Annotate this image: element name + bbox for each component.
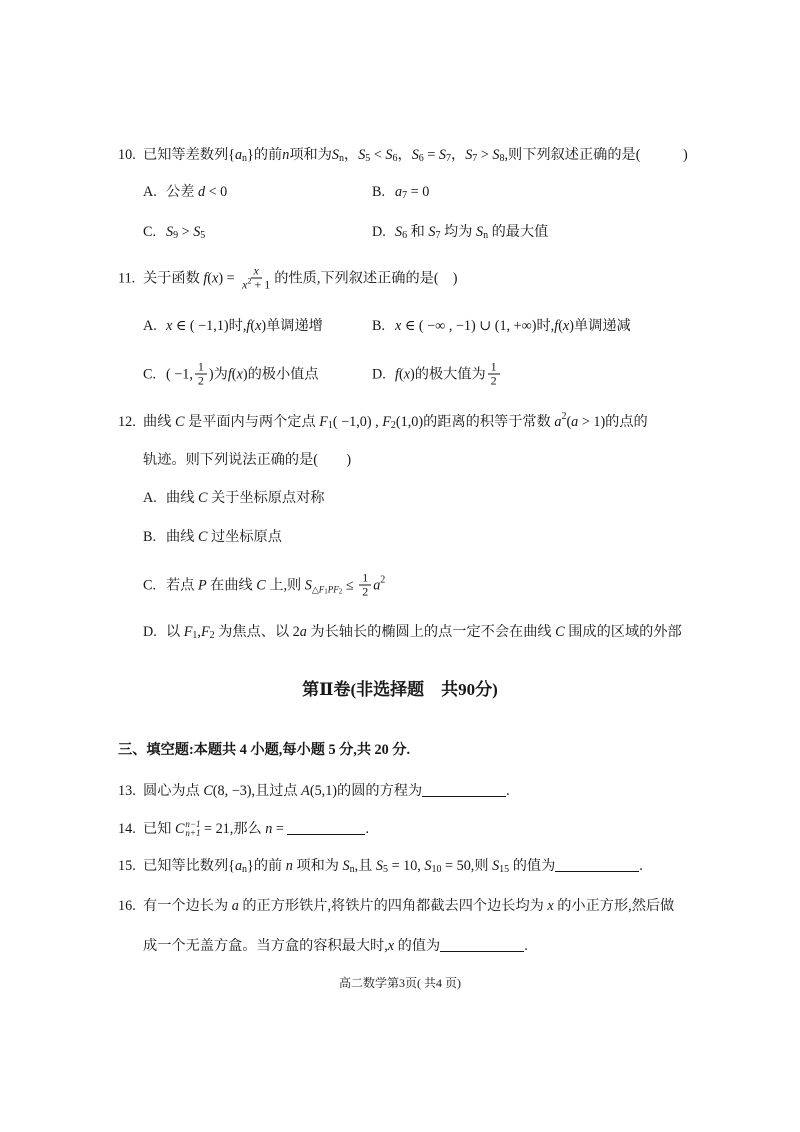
text-run: 上,则 bbox=[265, 577, 305, 593]
question-number: 14. bbox=[118, 821, 136, 837]
subscript: n bbox=[338, 153, 344, 164]
fraction bbox=[240, 265, 272, 292]
text-run: }的前 bbox=[247, 858, 286, 874]
question-number: 12. bbox=[118, 414, 136, 430]
section-heading-text: 三、填空题:本题共 4 小题,每小题 5 分,共 20 分. bbox=[118, 742, 411, 758]
text-run: 项和为 bbox=[292, 858, 343, 874]
text-run: < 0 bbox=[205, 184, 228, 200]
math-variable: F bbox=[183, 624, 193, 640]
option-label: C. bbox=[143, 366, 157, 382]
math-variable: C bbox=[256, 577, 266, 593]
text-run: 关于坐标原点对称 bbox=[207, 490, 325, 506]
math-variable: f bbox=[227, 366, 232, 382]
question-11-option-c bbox=[143, 361, 319, 388]
math-variable: f bbox=[395, 366, 399, 382]
math-variable: S bbox=[166, 224, 174, 240]
text-run: = bbox=[272, 821, 288, 837]
text-run: . bbox=[506, 783, 510, 799]
answer-blank bbox=[440, 936, 524, 952]
question-15 bbox=[118, 856, 643, 876]
math-variable: S bbox=[342, 858, 350, 874]
text-run: > bbox=[178, 224, 194, 240]
question-11-option-d bbox=[372, 361, 502, 388]
page-footer-text: 高二数学第3页( 共4 页) bbox=[339, 976, 461, 990]
section-heading bbox=[118, 740, 410, 760]
math-variable: S bbox=[411, 147, 419, 163]
question-number: 15. bbox=[118, 858, 136, 874]
option-label: B. bbox=[372, 318, 386, 334]
subscript: n bbox=[483, 230, 489, 241]
subscript: 5 bbox=[365, 153, 371, 164]
math-variable: x bbox=[395, 318, 402, 334]
question-13 bbox=[118, 781, 510, 801]
text-run: ( −1, bbox=[166, 366, 193, 382]
text-run: ， bbox=[450, 147, 466, 163]
fraction-denominator bbox=[240, 276, 272, 292]
text-run: 项和为 bbox=[289, 147, 332, 163]
math-variable: a bbox=[234, 147, 243, 163]
text-run: 在曲线 bbox=[206, 577, 257, 593]
math-variable: F bbox=[382, 414, 391, 430]
text-run: 2 bbox=[362, 584, 369, 599]
text-run: 为焦点、以 2 bbox=[214, 624, 300, 640]
question-11-option-a bbox=[143, 316, 323, 336]
question-12-option-b bbox=[143, 527, 282, 547]
text-run: 围成的区域的外部 bbox=[564, 624, 682, 640]
question-11-option-b bbox=[372, 316, 631, 336]
text-run: 以 bbox=[166, 624, 184, 640]
text-run: (8, −3),且过点 bbox=[212, 783, 302, 799]
fraction-denominator bbox=[196, 375, 206, 388]
text-run: ( bbox=[207, 270, 212, 286]
text-run: > bbox=[477, 147, 493, 163]
text-run: )单调递增 bbox=[261, 318, 323, 334]
text-run: 1 bbox=[362, 570, 369, 585]
text-run: 的值为 bbox=[509, 858, 556, 874]
math-variable: S bbox=[438, 147, 446, 163]
subscript: 2 bbox=[338, 587, 343, 595]
combination-symbol: C bbox=[174, 821, 185, 837]
subscript: 7 bbox=[472, 153, 478, 164]
math-variable: a bbox=[571, 414, 579, 430]
math-variable: F bbox=[318, 584, 325, 594]
text-run: (1,0)的距离的积等于常数 bbox=[395, 414, 555, 430]
subscript: 6 bbox=[418, 153, 424, 164]
text-run: ， bbox=[343, 147, 359, 163]
option-label: A. bbox=[143, 490, 157, 506]
section-title bbox=[0, 680, 800, 700]
text-run: 和 bbox=[407, 224, 429, 240]
text-run: ( bbox=[558, 318, 563, 334]
section-title-text: 第Ⅱ卷(非选择题 共90分) bbox=[302, 680, 498, 699]
fraction-numerator bbox=[195, 361, 207, 375]
subscript: 10 bbox=[431, 864, 442, 875]
text-run: ≤ bbox=[342, 577, 358, 593]
question-16-line1 bbox=[118, 896, 674, 916]
combination-indices bbox=[185, 820, 200, 838]
text-run: + 1 bbox=[251, 277, 271, 292]
text-run: )的极小值点 bbox=[242, 366, 319, 382]
option-label: D. bbox=[372, 224, 386, 240]
text-run: ,且 bbox=[354, 858, 376, 874]
text-run: 的性质,下列叙述正确的是( ) bbox=[274, 270, 458, 286]
text-run: ( bbox=[566, 414, 572, 430]
option-label: A. bbox=[143, 318, 157, 334]
math-variable: f bbox=[246, 318, 251, 334]
subscript: 5 bbox=[200, 230, 206, 241]
subscript: n bbox=[242, 153, 248, 164]
subscript: 7 bbox=[435, 230, 441, 241]
text-run: = 10, bbox=[388, 858, 425, 874]
math-variable: x bbox=[403, 366, 410, 382]
math-variable: C bbox=[203, 783, 213, 799]
math-variable: x bbox=[242, 277, 248, 292]
page-footer bbox=[0, 973, 800, 993]
text-run: = 21,那么 bbox=[200, 821, 266, 837]
math-variable: F bbox=[200, 624, 210, 640]
subscript: 2 bbox=[390, 420, 396, 431]
fraction bbox=[195, 361, 207, 388]
math-variable: C bbox=[174, 414, 185, 430]
math-variable: f bbox=[203, 270, 208, 286]
math-variable: C bbox=[197, 529, 208, 545]
text-run: ) = bbox=[218, 270, 239, 286]
text-run: 的小正方形,然后做 bbox=[553, 898, 675, 914]
question-12-option-d bbox=[143, 622, 682, 642]
fraction-numerator bbox=[251, 265, 262, 279]
subscript: n+1 bbox=[185, 828, 201, 838]
subscript: 6 bbox=[392, 153, 398, 164]
math-variable: S bbox=[395, 224, 403, 240]
text-run: 曲线 bbox=[166, 529, 198, 545]
text-run: = bbox=[423, 147, 439, 163]
fraction-numerator bbox=[359, 572, 371, 586]
text-run: 的最大值 bbox=[488, 224, 549, 240]
option-label: C. bbox=[143, 224, 157, 240]
subscript: 5 bbox=[383, 864, 389, 875]
text-run: 已知等比数列{ bbox=[143, 858, 235, 874]
text-run: (5,1)的圆的方程为 bbox=[309, 783, 423, 799]
math-variable: a bbox=[395, 184, 403, 200]
text-run: 2 bbox=[490, 373, 497, 388]
text-run: 圆心为点 bbox=[143, 783, 204, 799]
text-run: 公差 bbox=[166, 184, 198, 200]
math-variable: a bbox=[299, 624, 307, 640]
text-run: ,则下列叙述正确的是( ) bbox=[504, 147, 688, 163]
option-label: C. bbox=[143, 577, 157, 593]
math-variable: S bbox=[492, 858, 500, 874]
question-10-stem bbox=[118, 145, 688, 165]
text-run: 曲线 bbox=[143, 414, 175, 430]
question-10-option-a bbox=[143, 182, 227, 202]
subscript: 1 bbox=[324, 587, 328, 595]
text-run: 有一个边长为 bbox=[143, 898, 232, 914]
math-variable: F bbox=[333, 584, 339, 594]
math-variable: n bbox=[282, 147, 290, 163]
subscript: 1 bbox=[327, 420, 333, 431]
text-run: > 1)的点的 bbox=[578, 414, 648, 430]
text-run: ， bbox=[397, 147, 412, 163]
math-variable: S bbox=[475, 224, 484, 240]
math-variable: d bbox=[197, 184, 206, 200]
math-variable: x bbox=[253, 263, 259, 278]
subscript: 1 bbox=[192, 630, 198, 641]
math-variable: S bbox=[424, 858, 432, 874]
math-variable: A bbox=[301, 783, 310, 799]
subscript: n bbox=[242, 864, 248, 875]
subscript: 7 bbox=[402, 190, 408, 201]
math-variable: a bbox=[373, 577, 381, 593]
text-run: . bbox=[365, 821, 369, 837]
text-run: 已知 bbox=[143, 821, 175, 837]
question-10-option-d bbox=[372, 222, 548, 242]
text-run: = 50,则 bbox=[441, 858, 493, 874]
text-run: ∈ ( −∞ , −1) ∪ (1, +∞)时, bbox=[401, 318, 555, 334]
math-variable: n bbox=[265, 821, 273, 837]
math-variable: P bbox=[197, 577, 207, 593]
question-10-option-c bbox=[143, 222, 205, 242]
text-run: . bbox=[639, 858, 643, 874]
question-number: 10. bbox=[118, 147, 136, 163]
text-run: 曲线 bbox=[166, 490, 198, 506]
fraction bbox=[488, 361, 500, 388]
math-variable: F bbox=[319, 414, 328, 430]
option-label: D. bbox=[143, 624, 157, 640]
option-label: A. bbox=[143, 184, 157, 200]
subscript: n bbox=[349, 864, 355, 875]
question-12-option-c bbox=[143, 572, 385, 599]
question-number: 16. bbox=[118, 898, 136, 914]
math-variable: x bbox=[547, 898, 554, 914]
question-number: 11. bbox=[118, 270, 136, 286]
math-variable: a bbox=[554, 414, 562, 430]
subscript: 6 bbox=[402, 230, 408, 241]
text-run: 若点 bbox=[166, 577, 198, 593]
text-run: 已知等差数列{ bbox=[143, 147, 235, 163]
text-run: 成一个无盖方盒。当方盒的容积最大时, bbox=[143, 938, 388, 954]
text-run: 是平面内与两个定点 bbox=[184, 414, 320, 430]
question-12-option-a bbox=[143, 488, 324, 508]
question-11-stem bbox=[118, 265, 458, 292]
text-run: = 0 bbox=[407, 184, 430, 200]
text-run: 的正方形铁片,将铁片的四角都截去四个边长均为 bbox=[238, 898, 548, 914]
text-run: ( −1,0) , bbox=[332, 414, 383, 430]
text-run: < bbox=[370, 147, 386, 163]
text-run: 过坐标原点 bbox=[207, 529, 282, 545]
fraction bbox=[359, 572, 371, 599]
math-variable: S bbox=[193, 224, 201, 240]
math-variable: C bbox=[197, 490, 208, 506]
question-16-line2 bbox=[143, 936, 528, 956]
math-variable: x bbox=[562, 318, 570, 334]
math-variable: a bbox=[234, 858, 243, 874]
option-label: D. bbox=[372, 366, 386, 382]
superscript: 2 bbox=[380, 574, 386, 585]
subscript: 8 bbox=[499, 153, 505, 164]
fraction-numerator bbox=[488, 361, 500, 375]
text-run: . bbox=[524, 938, 528, 954]
math-variable: S bbox=[385, 147, 393, 163]
text-run: )的极大值为 bbox=[410, 366, 486, 382]
question-10-option-b bbox=[372, 182, 429, 202]
answer-blank bbox=[422, 781, 506, 797]
math-variable: x bbox=[212, 270, 219, 286]
text-run: ( bbox=[398, 366, 404, 382]
superscript: 2 bbox=[247, 276, 252, 286]
fraction-denominator bbox=[360, 586, 370, 599]
text-run: 2 bbox=[197, 373, 204, 388]
math-variable: a bbox=[231, 898, 239, 914]
text-run: ∈ ( −1,1)时, bbox=[172, 318, 247, 334]
text-run: 的值为 bbox=[394, 938, 441, 954]
text-run: )为 bbox=[208, 366, 228, 382]
text-run: 为长轴长的椭圆上的点一定不会在曲线 bbox=[306, 624, 556, 640]
triangle-area-subscript bbox=[312, 583, 342, 595]
math-variable: x bbox=[387, 938, 395, 954]
math-variable: n bbox=[285, 858, 293, 874]
subscript: 2 bbox=[209, 630, 215, 641]
text-run: , bbox=[197, 624, 201, 640]
superscript: 2 bbox=[561, 411, 567, 422]
math-variable: S bbox=[304, 577, 312, 593]
math-variable: x bbox=[166, 318, 173, 334]
option-label: B. bbox=[372, 184, 386, 200]
text-run: )单调递减 bbox=[569, 318, 631, 334]
text-run: }的前 bbox=[247, 147, 283, 163]
math-variable: S bbox=[331, 147, 339, 163]
superscript: n−1 bbox=[185, 819, 201, 829]
text-run: 轨迹。则下列说法正确的是( ) bbox=[143, 452, 352, 468]
text-run: ( bbox=[250, 318, 256, 334]
math-variable: P bbox=[327, 584, 334, 594]
math-variable: S bbox=[358, 147, 366, 163]
text-run: △ bbox=[311, 584, 319, 594]
text-run: ( bbox=[231, 366, 237, 382]
text-run: 关于函数 bbox=[143, 270, 204, 286]
math-variable: S bbox=[465, 147, 473, 163]
text-run: 1 bbox=[490, 359, 497, 374]
text-run: 1 bbox=[197, 359, 204, 374]
math-variable: f bbox=[554, 318, 559, 334]
fraction-denominator bbox=[489, 375, 499, 388]
subscript: 9 bbox=[173, 230, 179, 241]
option-label: B. bbox=[143, 529, 157, 545]
math-variable: S bbox=[375, 858, 384, 874]
subscript: 15 bbox=[499, 864, 510, 875]
question-14 bbox=[118, 819, 369, 839]
answer-blank bbox=[287, 819, 365, 835]
math-variable: C bbox=[555, 624, 565, 640]
subscript: 7 bbox=[445, 153, 451, 164]
math-variable: x bbox=[255, 318, 262, 334]
math-variable: x bbox=[236, 366, 243, 382]
math-variable: S bbox=[428, 224, 436, 240]
math-variable: S bbox=[492, 147, 500, 163]
question-number: 13. bbox=[118, 783, 136, 799]
question-12-stem-line1 bbox=[118, 412, 648, 432]
answer-blank bbox=[555, 856, 639, 872]
text-run: 均为 bbox=[440, 224, 476, 240]
question-12-stem-line2 bbox=[143, 450, 351, 470]
